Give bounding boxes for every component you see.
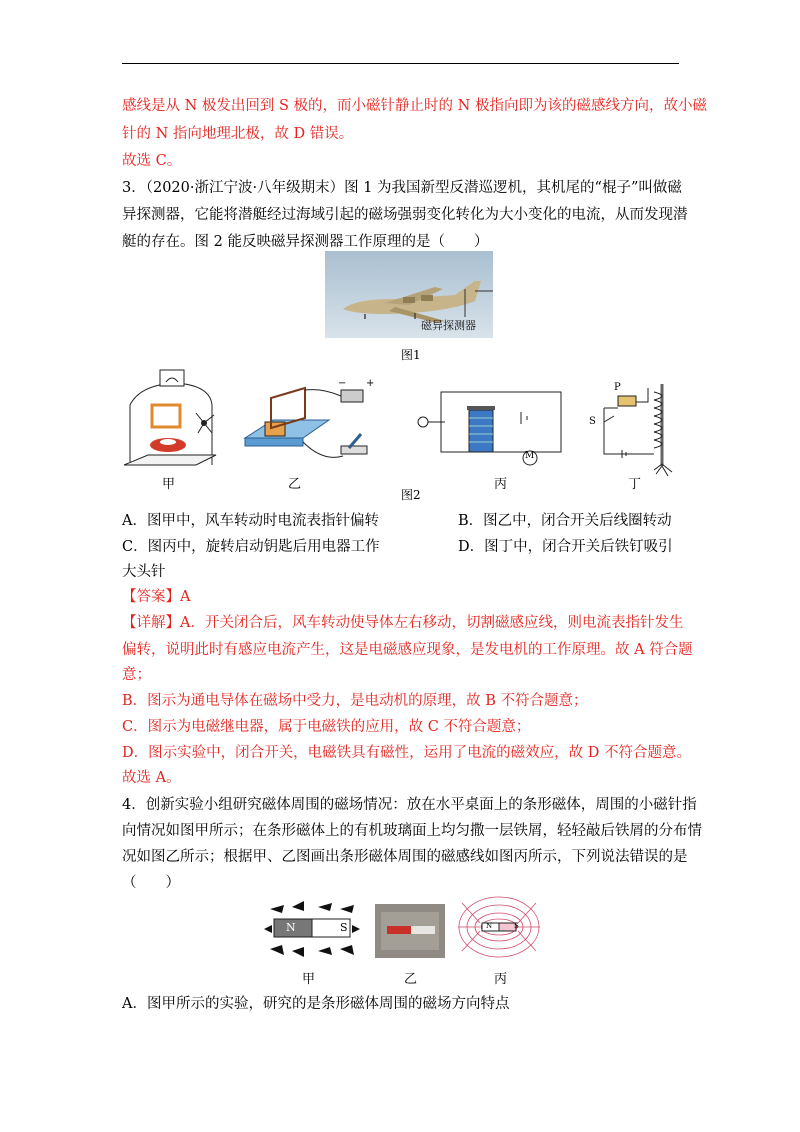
q4-label-jia: 甲 (302, 972, 316, 987)
figure-2-panel-jia (120, 365, 220, 473)
q3-detail-3: 意； (122, 667, 151, 683)
header-rule (122, 63, 679, 64)
q4-stem-2: 向情况如图甲所示；在条形磁体上的有机玻璃面上均匀撒一层铁屑，轻轻敲后铁屑的分布情 (122, 823, 702, 839)
q3-detail-d: D．图示实验中，闭合开关，电磁铁具有磁性，运用了电流的磁效应，故 D 不符合题意。 (122, 745, 691, 761)
prev-answer-choice: 故选 C。 (122, 153, 182, 169)
fig2-label-bing: 丙 (494, 477, 508, 492)
q4-label-bing: 丙 (494, 972, 508, 987)
q3-detail-2: 偏转，说明此时有感应电流产生，这是电磁感应现象，是发电机的工作原理。故 A 符合题 (122, 642, 693, 658)
fig2-ding-switch-s: S (589, 416, 596, 427)
q3-detail-1: 【详解】A．开关闭合后，风车转动使导体左右移动，切割磁感应线，则电流表指针发生 (122, 615, 684, 631)
figure-1-airplane-photo (325, 251, 493, 338)
fig2-label-yi: 乙 (288, 477, 302, 492)
q4-label-yi: 乙 (404, 972, 418, 987)
q3-detail-b: B．图示为通电导体在磁场中受力，是电动机的原理，故 B 不符合题意； (122, 693, 588, 709)
fig1-label-magnetic-detector: 磁异探测器 (421, 319, 476, 332)
q3-option-c: C．图丙中，旋转启动钥匙后用电器工作 (122, 539, 380, 555)
q4-figure-yi-iron-filings-photo (375, 904, 445, 958)
q4-figure-jia-bar-magnet-compasses (262, 897, 362, 961)
figure-2-caption: 图2 (401, 488, 421, 502)
q4-option-a: A．图甲所示的实验，研究的是条形磁体周围的磁场方向特点 (122, 996, 510, 1012)
fig2-label-ding: 丁 (628, 477, 642, 492)
q3-stem-2: 异探测器，它能将潜艇经过海域引起的磁场强弱变化转化为大小变化的电流，从而发现潜 (122, 207, 688, 223)
figure-2-panel-bing (415, 388, 570, 468)
q3-option-d: D．图丁中，闭合开关后铁钉吸引 (458, 539, 673, 555)
q3-detail-c: C．图示为电磁继电器，属于电磁铁的应用，故 C 不符合题意； (122, 719, 531, 735)
q4-stem-3: 况如图乙所示；根据甲、乙图画出条形磁体周围的磁感线如图丙所示，下列说法错误的是 (122, 849, 688, 865)
figure-1-caption: 图1 (401, 348, 421, 362)
q3-stem-1: 3．（2020·浙江宁波·八年级期末）图 1 为我国新型反潜巡逻机，其机尾的“棍子”叫做磁 (122, 180, 682, 196)
q4-figure-bing-field-lines (458, 893, 540, 965)
fig2-bing-motor-label: M (525, 451, 535, 461)
q4-magnet-s-pole: S (340, 921, 348, 934)
q4-magnet-n-pole: N (286, 921, 296, 934)
q3-option-b: B．图乙中，闭合开关后线圈转动 (458, 513, 672, 529)
fig2-label-jia: 甲 (162, 477, 176, 492)
figure-2-panel-ding (588, 378, 678, 478)
prev-answer-line-2: 针的 N 指向地理北极，故 D 错误。 (122, 126, 354, 142)
q3-stem-3: 艇的存在。图 2 能反映磁异探测器工作原理的是（ ） (122, 234, 489, 250)
figure-2-panel-yi (233, 378, 378, 468)
fig2-yi-minus: − (338, 378, 347, 389)
q4-stem-1: 4．创新实验小组研究磁体周围的磁场情况：放在水平桌面上的条形磁体，周围的小磁针指 (122, 797, 697, 813)
q4-bing-s-pole: S (514, 922, 519, 930)
q4-stem-4: （ ） (122, 875, 180, 891)
q3-choice: 故选 A。 (122, 770, 181, 786)
prev-answer-line-1: 感线是从 N 极发出回到 S 极的，而小磁针静止时的 N 极指向即为该的磁感线方向，故小磁 (122, 98, 707, 114)
q3-option-d-continued: 大头针 (122, 564, 166, 580)
q4-bing-n-pole: N (486, 922, 493, 930)
fig2-ding-slider-p: P (614, 382, 621, 393)
q3-answer: 【答案】A (122, 589, 191, 605)
fig2-yi-plus: + (366, 378, 375, 389)
q3-option-a: A．图甲中，风车转动时电流表指针偏转 (122, 513, 379, 529)
